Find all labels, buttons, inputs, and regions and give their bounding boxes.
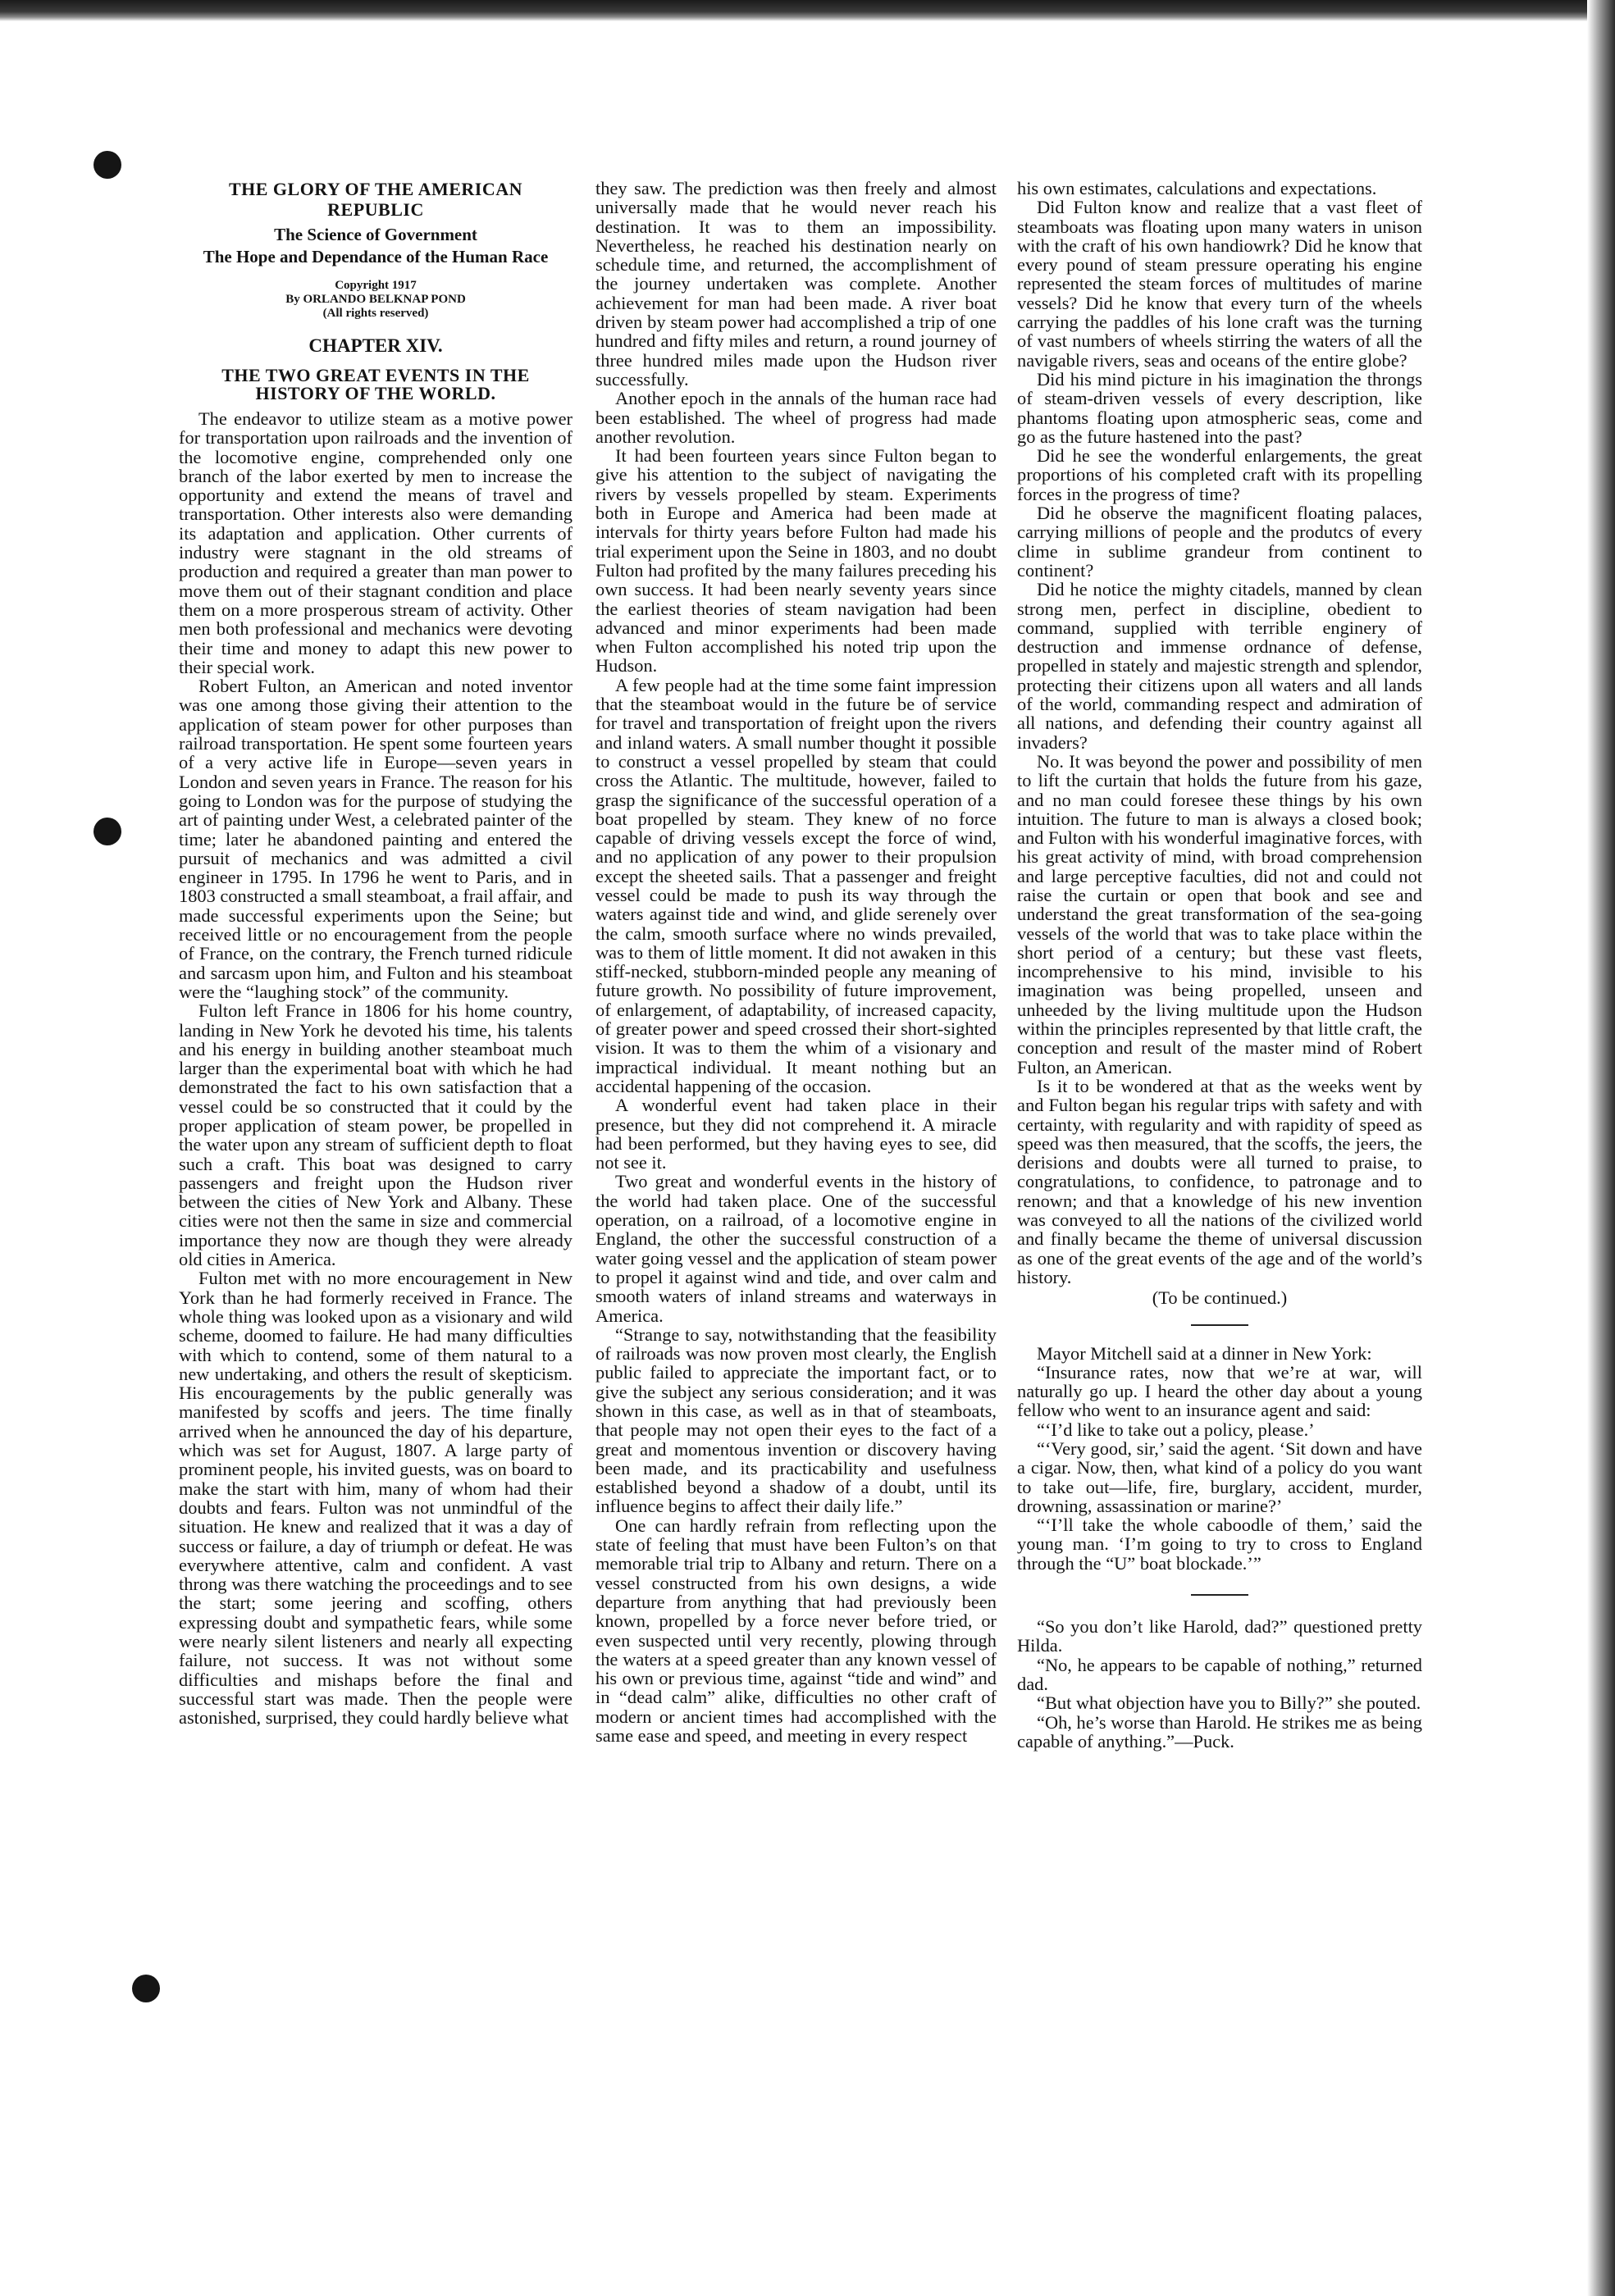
paragraph: they saw. The prediction was then freely and almost universally made that he would never reach his destination. It was to them an impossibility. Nevertheless, he reached his destination nearly on schedule time, and returned, the accomplishment of the journey undertaken was complete. Another achievement for man had been made. A river boat driven by steam power had accomplished a trip of one hundred and fifty miles and return, a round journey of three hundred miles made upon the Hudson river successfully. [595, 179, 997, 390]
anecdote-paragraph: “Insurance rates, now that we’re at war, will naturally go up. I heard the other day about a young fellow who went to an insurance agent and said: [1017, 1361, 1422, 1421]
paragraph: No. It was beyond the power and possibility of men to lift the curtain that holds the future from his gaze, and no man could foresee these things by his own intuition. The future to man is always a closed book; and Fulton with his wonderful imaginative forces, with his great activity of mind, with broad comprehension and large perceptive faculties, did not and could not raise the curtain or open that book and see and understand the great transformation of the sea-going vessels of the world that was to take place within the short period of a century; but these vast fleets, incomprehensive to his mind, invisible to his imagination was being propelled, unseen and unheeded by the living multitude upon the Hudson within the principles represented by that little craft, the conception and result of the master mind of Robert Fulton, an American. [1017, 750, 1422, 1077]
paragraph: Did Fulton know and realize that a vast fleet of steamboats was floating upon many waters in unison with the craft of his own handiowrk? Did he know that every pound of steam pressure operating his engine represented the steam forces of multitudes of marine vessels? Did he know that every turn of the wheels carrying the paddles of his lone craft was the turning of vast numbers of wheels stirring the waters of all the navigable rivers, seas and oceans of the entire globe? [1017, 197, 1422, 371]
column-2 [595, 179, 997, 2262]
paragraph: Two great and wonderful events in the history of the world had taken place. One of the successful operation, on a railroad, of a locomotive engine in England, the other the successful construction of a water going vessel and the application of steam power to propel it against wind and tide, and over calm and smooth waters of inland streams and waterways in America. [595, 1171, 997, 1326]
anecdote-paragraph: “Oh, he’s worse than Harold. He strikes me as being capable of anything.”—Puck. [1017, 1711, 1422, 1752]
article-subtitle-2: The Hope and Dependance of the Human Race [203, 247, 549, 266]
punch-hole-bottom [132, 1975, 160, 2002]
paragraph: Did his mind picture in his imagination the throngs of steam-driven vessels of every description, like phantoms floating upon atmospheric seas, come and go as the future hastened into the past? [1017, 368, 1422, 447]
anecdote-paragraph: “No, he appears to be capable of nothing,” returned dad. [1017, 1654, 1422, 1694]
rights-line: (All rights reserved) [322, 307, 429, 320]
paragraph: A wonderful event had taken place in their presence, but they did not comprehend it. A miracle had been performed, but they having eyes to see, did not see it. [595, 1095, 997, 1173]
scan-top-edge [0, 0, 1615, 21]
scan-right-edge [1587, 0, 1615, 2296]
paragraph: The endeavor to utilize steam as a motive power for transportation upon railroads and the invention of the locomotive engine, comprehended only one branch of the labor exerted by men to increase the opportunity and extend the means of travel and transportation. Other interests also were demanding its adaptation and application. Other currents of industry were stagnant in the old streams of production and required a greater than man power to move them out of their stagnant condition and place them on a more prosperous stream of activity. Other men both professional and mechanics were devoting their time and money to adapt this new power to their special work. [179, 408, 573, 677]
byline: By ORLANDO BELKNAP POND [285, 293, 466, 306]
quotation: “Strange to say, notwithstanding that the feasibility of railroads was now proven most clearly, the English public failed to appreciate the important fact, or to give the subject any serious consideration; and it was shown in this case, as well as in that of steamboats, that people may not open their eyes to the fact of a great and momentous invention or discovery having been made, and its practicability and usefulness established beyond a shadow of a doubt, until its influence begins to affect their daily life.” [595, 1323, 997, 1517]
paragraph: Is it to be wondered at that as the weeks went by and Fulton began his regular trips with safety and with certainty, with regularity and with rapidity of speed as speed was then measured, that the scoffs, the jeers, the derisions and doubts were all turned to praise, to congratulations, to confidence, to patronage and to renown; and that a knowledge of his new invention was conveyed to all the nations of the civilized world and finally became the theme of universal discussion as one of the great events of the age and of the world’s history. [1017, 1075, 1422, 1287]
anecdote-paragraph: “‘Very good, sir,’ said the agent. ‘Sit down and have a cigar. Now, then, what kind of a policy do you want to take out—life, fire, burglary, accident, murder, drowning, assassination or marine?’ [1017, 1438, 1422, 1516]
chapter-title: THE TWO GREAT EVENTS IN THE HISTORY OF THE WORLD. [221, 365, 530, 403]
anecdote-paragraph: “So you don’t like Harold, dad?” questioned pretty Hilda. [1017, 1616, 1422, 1656]
column-1 [179, 179, 573, 2262]
continued-note: (To be continued.) [1152, 1287, 1288, 1309]
paragraph: Did he observe the magnificent floating palaces, carrying millions of people and the produtcs of every clime in sublime grandeur from continent to continent? [1017, 503, 1422, 581]
paragraph: Fulton left France in 1806 for his home country, landing in New York he devoted his time, his talents and his energy in building another steamboat much larger than the experimental boat with which he had demonstrated the fact to his own satisfaction that a vessel could be so constructed that it could by the proper application of steam power, be propelled in the water upon any stream of sufficient depth to float such a craft. This boat was designed to carry passengers and freight upon the Hudson river between the cities of New York and Albany. These cities were not then the same in size and commercial importance they now are though they were already old cities in America. [179, 1000, 573, 1270]
anecdote-paragraph: “But what objection have you to Billy?” she pouted. [1037, 1692, 1421, 1714]
paragraph: Did he notice the mighty citadels, manned by clean strong men, perfect in discipline, obedient to command, supplied with terrible enginery of destruction and immense ordnance of defense, propelled in stately and majestic strength and splendor, protecting their citizens upon all waters and all lands of the world, commanding respect and admiration of all nations, and defending their country against all invaders? [1017, 579, 1422, 753]
paragraph: Another epoch in the annals of the human race had been established. The wheel of progress had made another revolution. [595, 388, 997, 447]
punch-hole-middle [94, 818, 121, 845]
paragraph: Did he see the wonderful enlargements, the great proportions of his completed craft with its propelling forces in the progress of time? [1017, 445, 1422, 504]
anecdote-paragraph: “‘I’d like to take out a policy, please.’ [1037, 1419, 1315, 1440]
punch-hole-top [94, 151, 121, 179]
article-subtitle-1: The Science of Government [274, 225, 477, 244]
paragraph: One can hardly refrain from reflecting upon the state of feeling that must have been Fulton’s on that memorable trial trip to Albany and return. There on a vessel constructed from his own designs, a wide departure from anything that had previously been known, propelled by a force never before tried, or even suspected until very recently, plowing through the waters at a speed greater than any known vessel of his own or previous time, against “tide and wind” and in “dead calm” alike, difficulties no other craft of modern or ancient times had accomplished with the same ease and speed, and meeting in every respect [595, 1515, 997, 1747]
section-divider [1191, 1324, 1248, 1326]
column-3 [1017, 179, 1422, 2262]
paragraph: A few people had at the time some faint impression that the steamboat would in the future be of service for travel and transportation of freight upon the rivers and inland waters. A small number thought it possible to construct a vessel propelled by steam that could cross the Atlantic. The multitude, however, failed to grasp the significance of the successful operation of a boat propelled by steam. They knew of no force capable of driving vessels except the force of wind, and no application of any power to their propulsion except the sheeted sails. That a passenger and freight vessel could be made to push its way through the waters against tide and wind, and glide serenely over the calm, smooth surface where no winds prevailed, was to them of little moment. It did not awaken in this stiff-necked, stubborn-minded people any meaning of future growth. No possibility of future improvement, of enlargement, of adaptability, of increased capacity, of greater power and speed crossed their short-sighted vision. It was to them the whim of a visionary and impractical individual. It meant nothing but an accidental happening of the occasion. [595, 674, 997, 1096]
article-title: THE GLORY OF THE AMERICAN REPUBLIC [228, 179, 523, 220]
paragraph: Fulton met with no more encouragement in New York than he had formerly received in France. The whole thing was looked upon as a visionary and wild scheme, doomed to failure. He had many difficulties with which to contend, some of them natural to a new undertaking, and others the result of skepticism. His encouragements by the public generally was manifested by scoffs and jeers. The time finally arrived when he announced the day of his departure, which was set for August, 1807. A large party of prominent people, his invited guests, was on board to make the start with him, many of whom had their doubts and fears. Fulton was not unmindful of the situation. He knew and realized that it was a day of success or failure, a day of triumph or defeat. He was everywhere attentive, calm and confident. A vast throng was there watching the proceedings and to see the start; some jeering and scoffing, others expressing doubt and sympathetic fears, while some were nearly silent listeners and nearly all expecting failure, not success. It was not without some difficulties and mishaps before the final and successful start was made. Then the people were astonished, surprised, they could hardly believe what [179, 1268, 573, 1729]
section-divider [1191, 1594, 1248, 1596]
anecdote-paragraph: “‘I’ll take the whole caboodle of them,’ said the young man. ‘I’m going to try to cross to England through the “U” boat blockade.’” [1017, 1515, 1422, 1574]
copyright-line: Copyright 1917 [335, 279, 417, 292]
paragraph: his own estimates, calculations and expectations. [1017, 179, 1377, 198]
chapter-number: CHAPTER XIV. [308, 335, 443, 356]
anecdote-paragraph: Mayor Mitchell said at a dinner in New York: [1037, 1342, 1372, 1364]
paragraph: Robert Fulton, an American and noted inventor was one among those giving their attention to the application of steam power for other purposes than railroad transportation. He spent some fourteen years of a very active life in Europe—seven years in London and seven years in France. The reason for his going to London was for the purpose of studying the art of painting under West, a celebrated painter of the time; later he abandoned painting and entered the pursuit of mechanics and was admitted a civil engineer in 1795. In 1796 he went to Paris, and in 1803 constructed a small steamboat, a frail affair, and made successful experiments upon the Seine; but received little or no encouragement from the people of France, on the contrary, the French turned ridicule and sarcasm upon him, and Fulton and his steamboat were the “laughing stock” of the community. [179, 676, 573, 1002]
paragraph: It had been fourteen years since Fulton began to give his attention to the subject of navigating the rivers by vessels propelled by steam. Experiments both in Europe and America had been made at intervals for thirty years before Fulton had made his trial experiment upon the Seine in 1803, and no doubt Fulton had profited by the many failures preceding his own success. It had been nearly seventy years since the earliest theories of steam navigation had been advanced and minor experiments had been made when Fulton accomplished his noted trip upon the Hudson. [595, 445, 997, 676]
